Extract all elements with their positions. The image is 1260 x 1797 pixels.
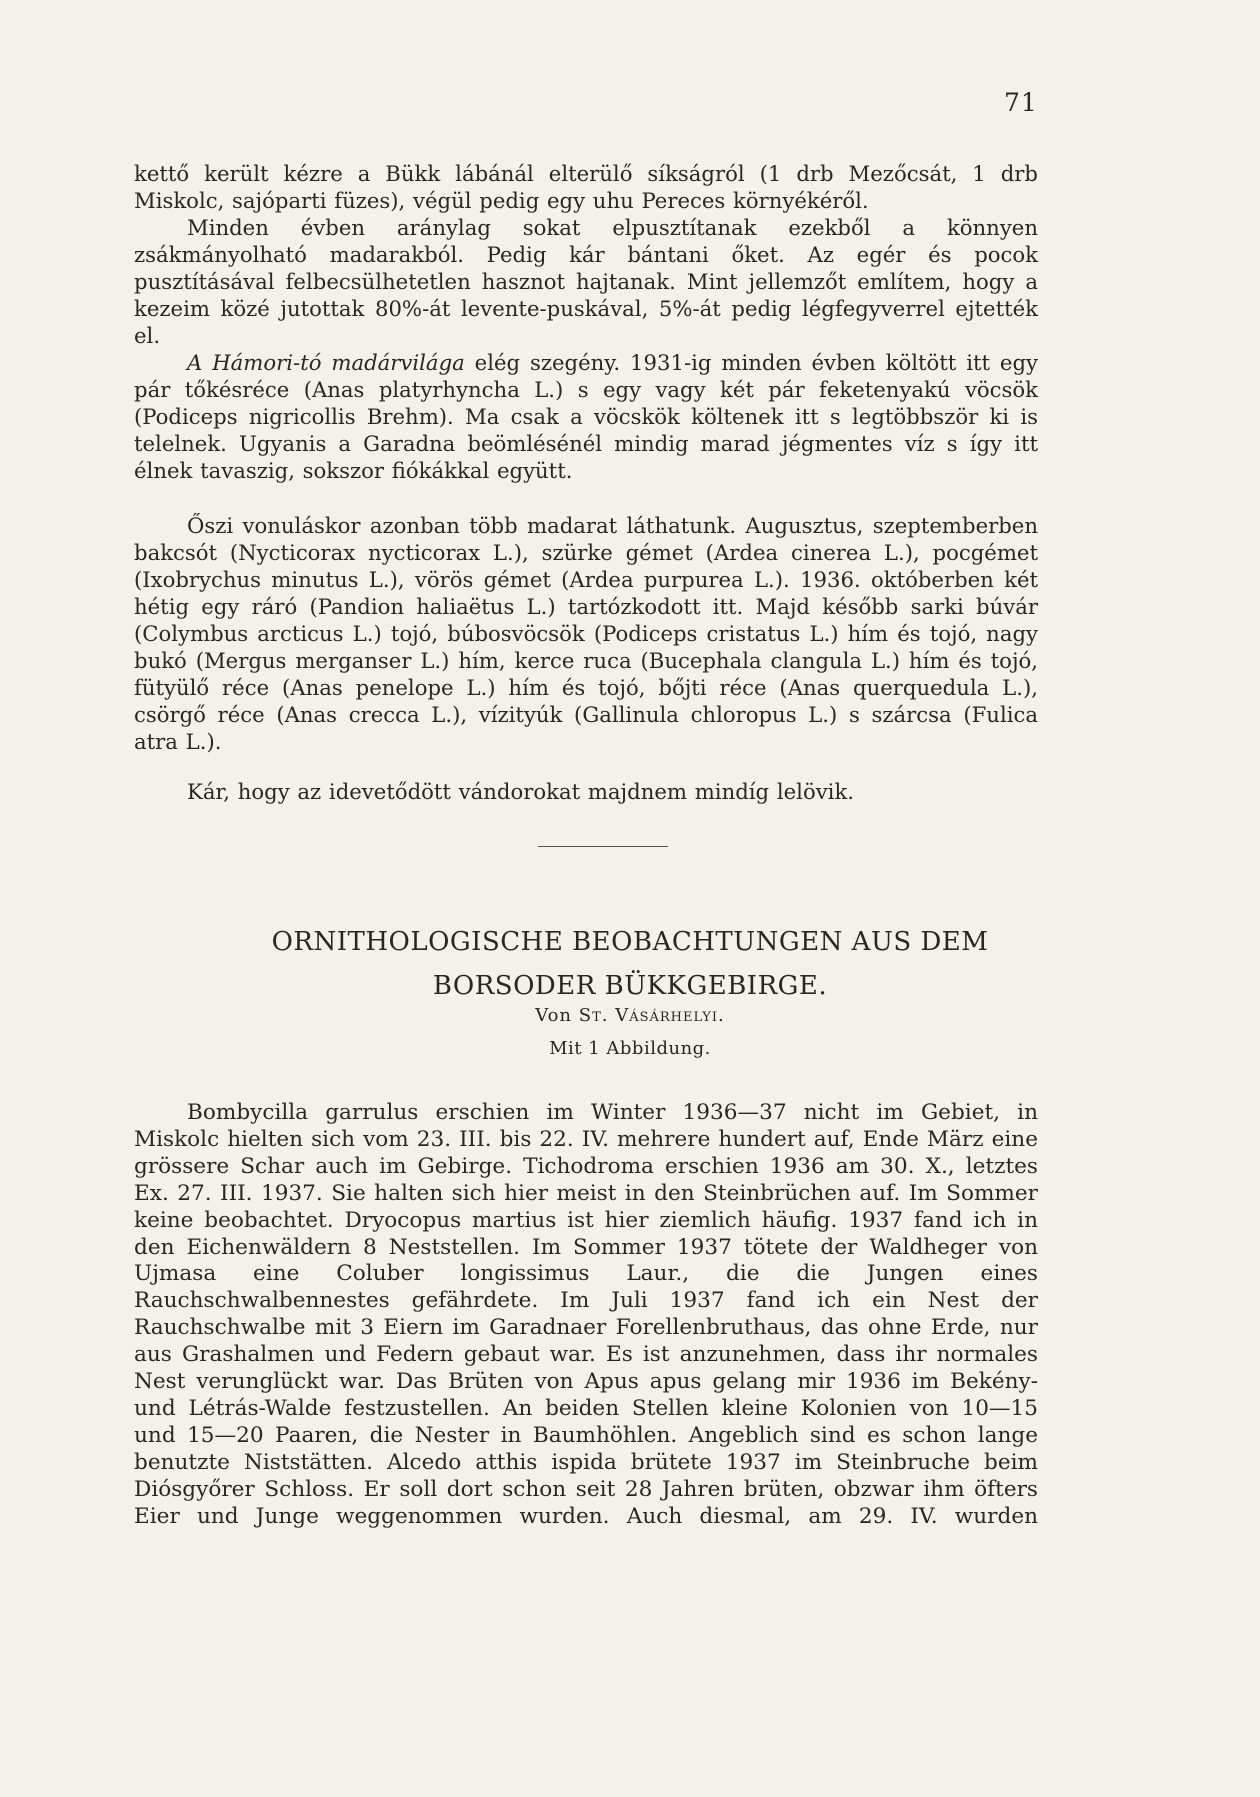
paragraph-text: Őszi vonuláskor azonban több madarat láthatunk. Augusztus, szeptemberben bakcsót (Nycticorax nycticorax L.), szürke gémet (Ardea cinerea L.), pocgémet (Ixobrychus minutus L.), vörös gémet (Ardea purpurea L.). 1936. októberben két hétig egy ráró (Pandion haliaëtus L.) tartózkodott itt. Majd később sarki búvár (Colymbus arcticus L.) tojó, búbosvöcsök (Podiceps cristatus L.) hím és tojó, nagy bukó (Mergus merganser L.) hím, kerce ruca (Bucephala clangula L.) hím és tojó, fütyülő réce (Anas penelope L.) hím és tojó, bőjti réce (Anas querquedula L.), csörgő réce (Anas crecca L.), vízityúk (Gallinula chloropus L.) s szárcsa (Fulica atra L.).: [134, 513, 1038, 754]
paragraph-body: elég szegény. 1931-ig minden évben költött itt egy pár tőkésréce (Anas platyrhyncha L.) s egy vagy két pár feketenyakú vöcsök (Podiceps nigricollis Brehm). Ma csak a vöcskök költenek itt s legtöbbször ki is telelnek. Ugyanis a Garadna beömlésénél mindig marad jégmentes víz s így itt élnek tavaszig, sokszor fiókákkal együtt.: [134, 350, 1038, 483]
hungarian-paragraph-1: [134, 160, 1038, 214]
paragraph-text: [134, 349, 1038, 484]
hungarian-paragraph-2: [134, 214, 1038, 349]
paragraph-text: kettő került kézre a Bükk lábánál elterülő síkságról (1 drb Mezőcsát, 1 drb Miskolc, sajóparti füzes), végül pedig egy uhu Pereces környékéről.: [134, 161, 1038, 213]
hungarian-paragraph-4: [134, 512, 1038, 755]
subtitle: Mit 1 Abbildung.: [549, 1038, 711, 1059]
article-title: [100, 920, 1160, 1008]
section-divider: [538, 846, 668, 847]
german-paragraph-1: [134, 1100, 1038, 1531]
title-line-1: ORNITHOLOGISCHE BEOBACHTUNGEN AUS DEM: [271, 927, 989, 957]
paragraph-text: Kár, hogy az idevetődött vándorokat majdnem mindíg lelövik.: [187, 779, 855, 804]
author-line: [100, 1005, 1160, 1026]
page-number: 71: [1004, 88, 1038, 117]
author-prefix: Von: [535, 1005, 579, 1026]
title-line-2: BORSODER BÜKKGEBIRGE.: [432, 971, 828, 1001]
hungarian-paragraph-5: [134, 778, 1038, 805]
hungarian-paragraph-3: [134, 349, 1038, 484]
author-name: St. Vásárhelyi.: [578, 1005, 725, 1026]
lake-name: A Hámori-tó madárvilága: [187, 350, 465, 375]
paragraph-text: Bombycilla garrulus erschien im Winter 1936—37 nicht im Gebiet, in Miskolc hielten sich vom 23. III. bis 22. IV. mehrere hundert auf, Ende März eine grössere Schar auch im Gebirge. Tichodroma erschien 1936 am 30. X., letztes Ex. 27. III. 1937. Sie halten sich hier meist in den Steinbrüchen auf. Im Sommer keine beobachtet. Dryocopus martius ist hier ziemlich häufig. 1937 fand ich in den Eichenwäldern 8 Neststellen. Im Sommer 1937 tötete der Waldheger von Ujmasa eine Coluber longissimus Laur., die die Jungen eines Rauchschwalbennestes gefährdete. Im Juli 1937 fand ich ein Nest der Rauchschwalbe mit 3 Eiern im Garadnaer Forellenbruthaus, das ohne Erde, nur aus Grashalmen und Federn gebaut war. Es ist anzunehmen, dass ihr normales Nest verunglückt war. Das Brüten von Apus apus gelang mir 1936 im Bekény- und Létrás-Walde festzustellen. An beiden Stellen kleine Kolonien von 10—15 und 15—20 Paaren, die Nester in Baumhöhlen. Angeblich sind es schon lange benutzte Niststätten. Alcedo atthis ispida brütete 1937 im Steinbruche beim Diósgyőrer Schloss. Er soll dort schon seit 28 Jahren brüten, obzwar ihm öfters Eier und Junge weggenommen wurden. Auch diesmal, am 29. IV. wurden: [134, 1100, 1038, 1529]
paragraph-text: Minden évben aránylag sokat elpusztítanak ezekből a könnyen zsákmányolható madarakból. Pedig kár bántani őket. Az egér és pocok pusztításával felbecsülhetetlen hasznot hajtanak. Mint jellemzőt említem, hogy a kezeim közé jutottak 80%-át levente-puskával, 5%-át pedig légfegyverrel ejtették el.: [134, 215, 1038, 348]
